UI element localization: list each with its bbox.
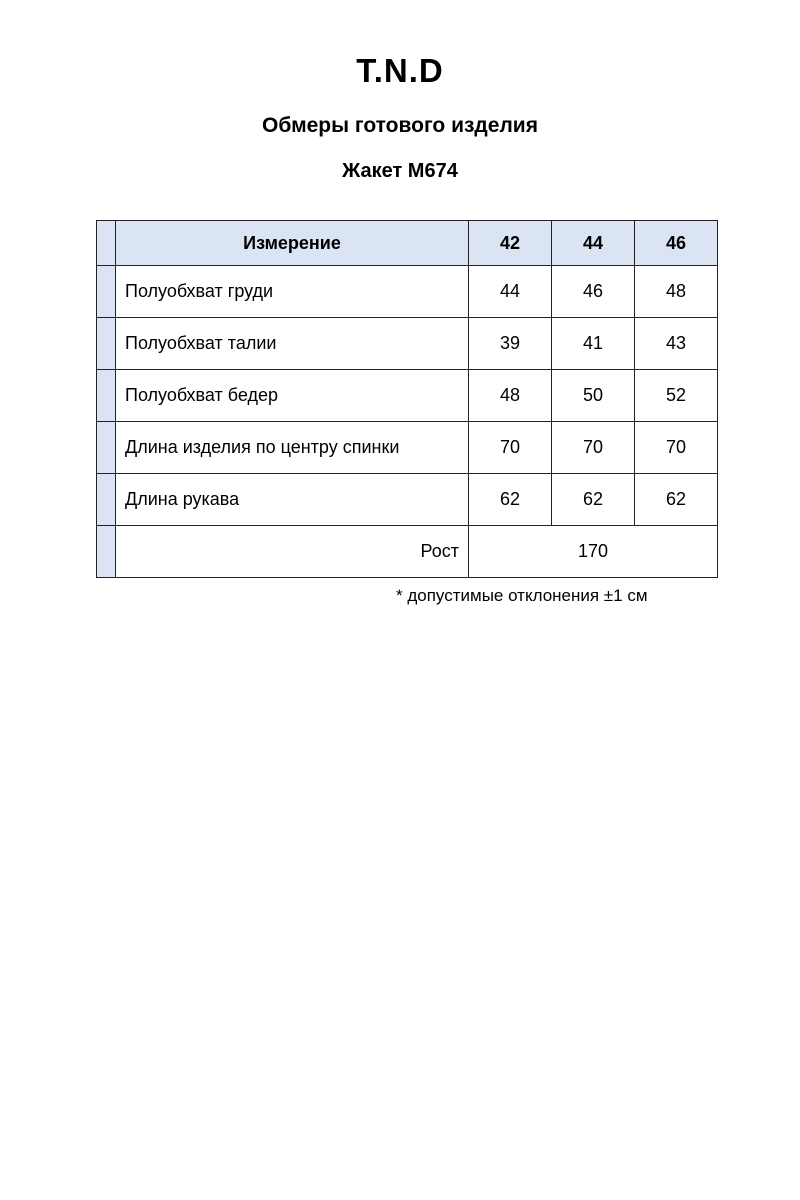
page-title: Обмеры готового изделия xyxy=(262,114,538,137)
table-row xyxy=(97,422,718,474)
height-value: 170 xyxy=(469,526,718,578)
row-value: 70 xyxy=(469,422,552,474)
row-label: Полуобхват груди xyxy=(116,266,469,318)
row-value: 48 xyxy=(469,370,552,422)
row-label: Полуобхват бедер xyxy=(116,370,469,422)
row-value: 62 xyxy=(635,474,718,526)
row-value: 70 xyxy=(552,422,635,474)
row-marker-cell xyxy=(97,266,116,318)
row-value: 43 xyxy=(635,318,718,370)
height-row xyxy=(97,526,718,578)
table-row xyxy=(97,318,718,370)
row-marker-cell xyxy=(97,422,116,474)
product-subtitle: Жакет М674 xyxy=(342,160,458,182)
row-value: 44 xyxy=(469,266,552,318)
row-value: 41 xyxy=(552,318,635,370)
row-marker-cell xyxy=(97,318,116,370)
row-value: 52 xyxy=(635,370,718,422)
row-value: 62 xyxy=(469,474,552,526)
tolerance-footnote: * допустимые отклонения ±1 см xyxy=(396,586,648,605)
header-size: 46 xyxy=(635,221,718,266)
row-marker-cell xyxy=(97,526,116,578)
row-value: 39 xyxy=(469,318,552,370)
row-marker-cell xyxy=(97,474,116,526)
height-label: Рост xyxy=(116,526,469,578)
row-label: Длина изделия по центру спинки xyxy=(116,422,469,474)
header-corner-cell xyxy=(97,221,116,266)
header-size: 44 xyxy=(552,221,635,266)
table-header-row xyxy=(97,221,718,266)
row-value: 62 xyxy=(552,474,635,526)
row-value: 50 xyxy=(552,370,635,422)
table-row xyxy=(97,266,718,318)
brand-title: T.N.D xyxy=(356,52,444,89)
row-value: 70 xyxy=(635,422,718,474)
row-value: 46 xyxy=(552,266,635,318)
row-value: 48 xyxy=(635,266,718,318)
row-marker-cell xyxy=(97,370,116,422)
header-size: 42 xyxy=(469,221,552,266)
header-measurement: Измерение xyxy=(116,221,469,266)
row-label: Полуобхват талии xyxy=(116,318,469,370)
row-label: Длина рукава xyxy=(116,474,469,526)
size-chart-table xyxy=(96,220,718,578)
table-row xyxy=(97,370,718,422)
table-row xyxy=(97,474,718,526)
